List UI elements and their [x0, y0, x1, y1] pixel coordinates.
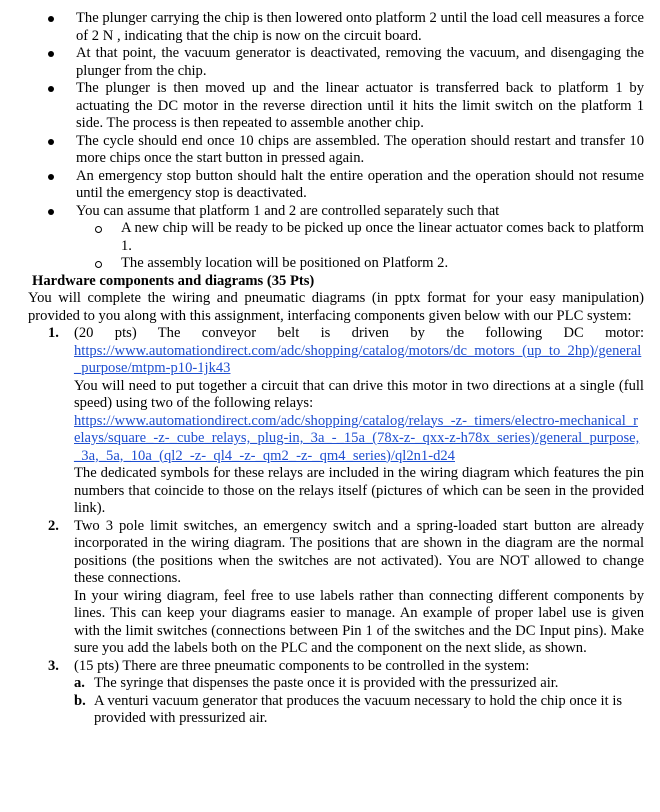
sub-bullet-list	[76, 220, 644, 273]
section-heading: Hardware components and diagrams (35 Pts)	[32, 272, 315, 289]
bullet-item: The plunger carrying the chip is then lowered onto platform 2 until the load cell measures a force of 2 N , indicating that the chip is now on the circuit board.	[76, 10, 644, 44]
numbered-item-2	[48, 517, 644, 658]
item-letter: b.	[74, 692, 86, 709]
bullet-item	[76, 203, 644, 273]
numbered-item-1	[48, 325, 644, 518]
bullet-item: An emergency stop button should halt the entire operation and the operation should not resume until the emergency stop is deactivated.	[76, 167, 644, 201]
bullet-text: You can assume that platform 1 and 2 are controlled separately such that	[76, 202, 500, 219]
item-text: (20 pts) The conveyor belt is driven by the following DC motor:	[74, 325, 644, 341]
bullet-item: The cycle should end once 10 chips are assembled. The operation should restart and transfer 10 more chips once the start button in pressed again.	[76, 132, 644, 166]
bullet-item: The plunger is then moved up and the linear actuator is transferred back to platform 1 by actuating the DC motor in the reverse direction until it hits the limit switch on the platform 1 side. The process is then repeated to assemble another chip.	[76, 80, 644, 131]
item-text: Two 3 pole limit switches, an emergency switch and a spring-loaded start button are already incorporated in the wiring diagram. The positions that are shown in the diagram are the normal positions (the positions when the switches are not activated). You are NOT allowed to change these connections.	[74, 517, 644, 586]
lettered-text: A venturi vacuum generator that produces the vacuum necessary to hold the chip once it is provided with pressurized air.	[94, 692, 623, 726]
item-number: 1.	[48, 325, 59, 341]
section-intro: You will complete the wiring and pneumatic diagrams (in pptx format for your easy manipulation) provided to you along with this assignment, interfacing components given below with our PLC system:	[28, 290, 644, 324]
sub-bullet-item: A new chip will be ready to be picked up once the linear actuator comes back to platform 1.	[121, 220, 644, 254]
numbered-item-3	[48, 657, 644, 728]
item-number: 3.	[48, 657, 59, 674]
process-bullet-list	[28, 10, 644, 273]
item-text: You will need to put together a circuit that can drive this motor in two directions at a single (full speed) using two of the following relays:	[74, 377, 644, 411]
motor-link[interactable]: https://www.automationdirect.com/adc/shopping/catalog/motors/dc_motors_(up_to_2hp)/general_purpose/mtpm-p10-1jk43	[74, 342, 642, 376]
relay-link[interactable]: https://www.automationdirect.com/adc/shopping/catalog/relays_-z-_timers/electro-mechanical_relays/square_-z-_cube_relays,_plug-in,_3a_-_15a_(78x-z-_qxx-z-h78x_series)/general_purpose,_3a,_5a,_10a_(ql2_-z-_ql4_-z-_qm2_-z-_qm4_series)/ql2n1-d24	[74, 412, 640, 464]
bullet-item: At that point, the vacuum generator is deactivated, removing the vacuum, and disengaging the plunger from the chip.	[76, 45, 644, 79]
item-text: The dedicated symbols for these relays are included in the wiring diagram which features the pin numbers that coincide to those on the relays itself (pictures of which can be seen in the provided link).	[74, 465, 644, 516]
sub-bullet-item: The assembly location will be positioned on Platform 2.	[121, 255, 644, 273]
item-number: 2.	[48, 517, 59, 534]
lettered-list	[74, 675, 644, 728]
lettered-item	[74, 692, 644, 728]
numbered-list	[28, 325, 644, 728]
lettered-item	[74, 675, 644, 693]
item-text: (15 pts) There are three pneumatic components to be controlled in the system:	[74, 657, 530, 674]
item-text: In your wiring diagram, feel free to use labels rather than connecting different components by lines. This can keep your diagrams easier to manage. An example of proper label use is given with the limit switches (connections between Pin 1 of the switches and the DC Input pins). Make sure you add the labels both on the PLC and the component on the next slide, as shown.	[74, 587, 644, 656]
item-letter: a.	[74, 675, 85, 691]
lettered-text: The syringe that dispenses the paste once it is provided with the pressurized air.	[94, 675, 559, 691]
